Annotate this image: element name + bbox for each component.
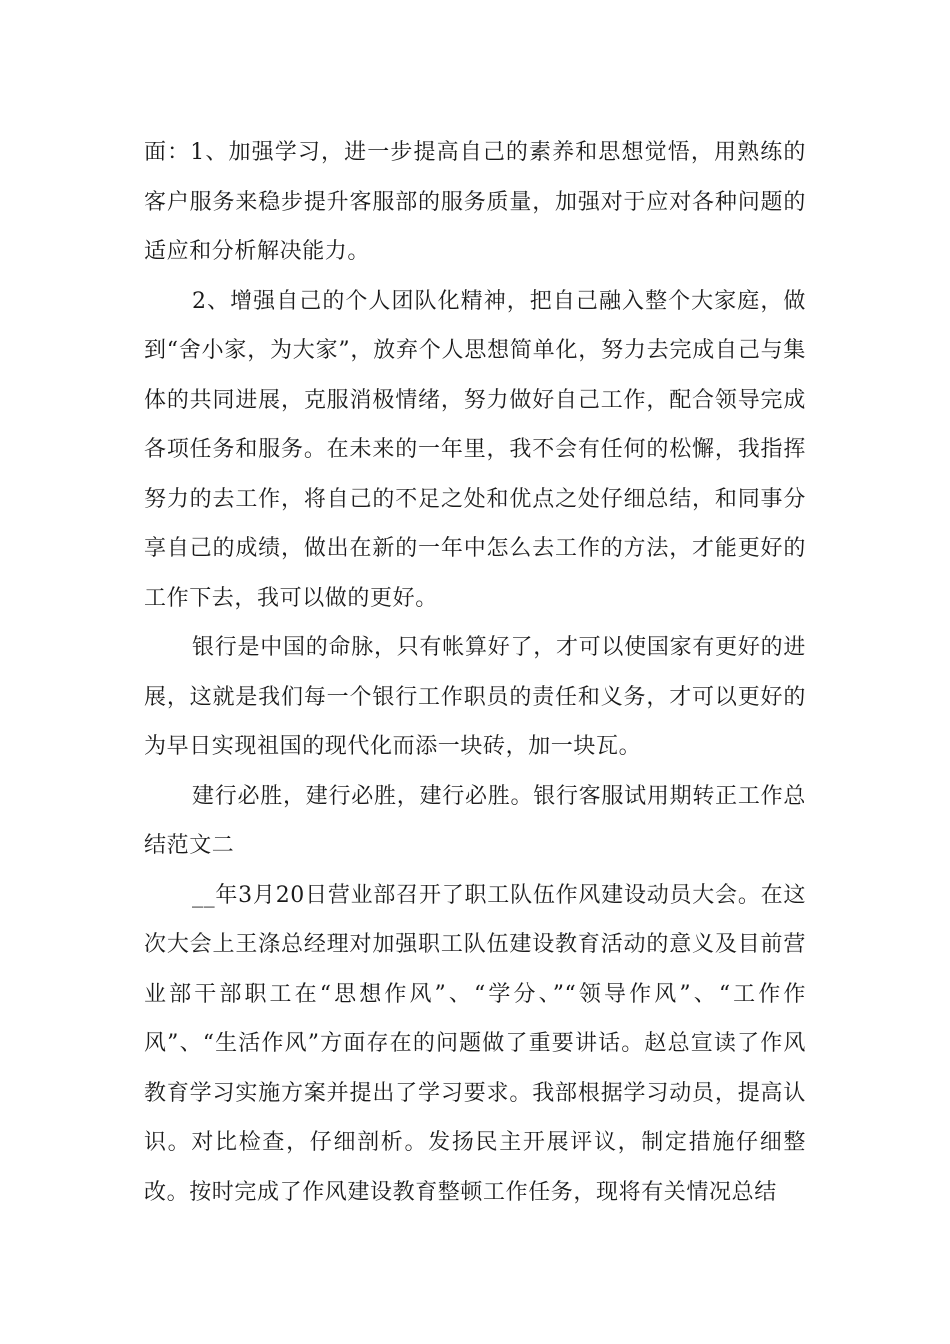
document-body [144,128,806,1217]
paragraph-1: 面：1、加强学习，进一步提高自己的素养和思想觉悟，用熟练的客户服务来稳步提升客服部的服务质量，加强对于应对各种问题的适应和分析解决能力。 [144,140,806,264]
paragraph-5: __年3月20日营业部召开了职工队伍作风建设动员大会。在这次大会上王涤总经理对加强职工队伍建设教育活动的意义及目前营业部干部职工在“思想作风”、“学分、”“领导作风”、“工作作风”、“生活作风”方面存在的问题做了重要讲话。赵总宣读了作风教育学习实施方案并提出了学习要求。我部根据学习动员，提高认识。对比检查，仔细剖析。发扬民主开展评议，制定措施仔细整改。按时完成了作风建设教育整顿工作任务，现将有关情况总结 [144,882,806,1205]
paragraph-3: 银行是中国的命脉，只有帐算好了，才可以使国家有更好的进展，这就是我们每一个银行工作职员的责任和义务，才可以更好的为早日实现祖国的现代化而添一块砖，加一块瓦。 [144,635,806,759]
paragraph-2: 2、增强自己的个人团队化精神，把自己融入整个大家庭，做到“舍小家，为大家”，放弃个人思想简单化，努力去完成自己与集体的共同进展，克服消极情绪，努力做好自己工作，配合领导完成各项任务和服务。在未来的一年里，我不会有任何的松懈，我指挥努力的去工作，将自己的不足之处和优点之处仔细总结，和同事分享自己的成绩，做出在新的一年中怎么去工作的方法，才能更好的工作下去，我可以做的更好。 [144,288,806,611]
paragraph-4: 建行必胜，建行必胜，建行必胜。银行客服试用期转正工作总结范文二 [144,783,806,858]
